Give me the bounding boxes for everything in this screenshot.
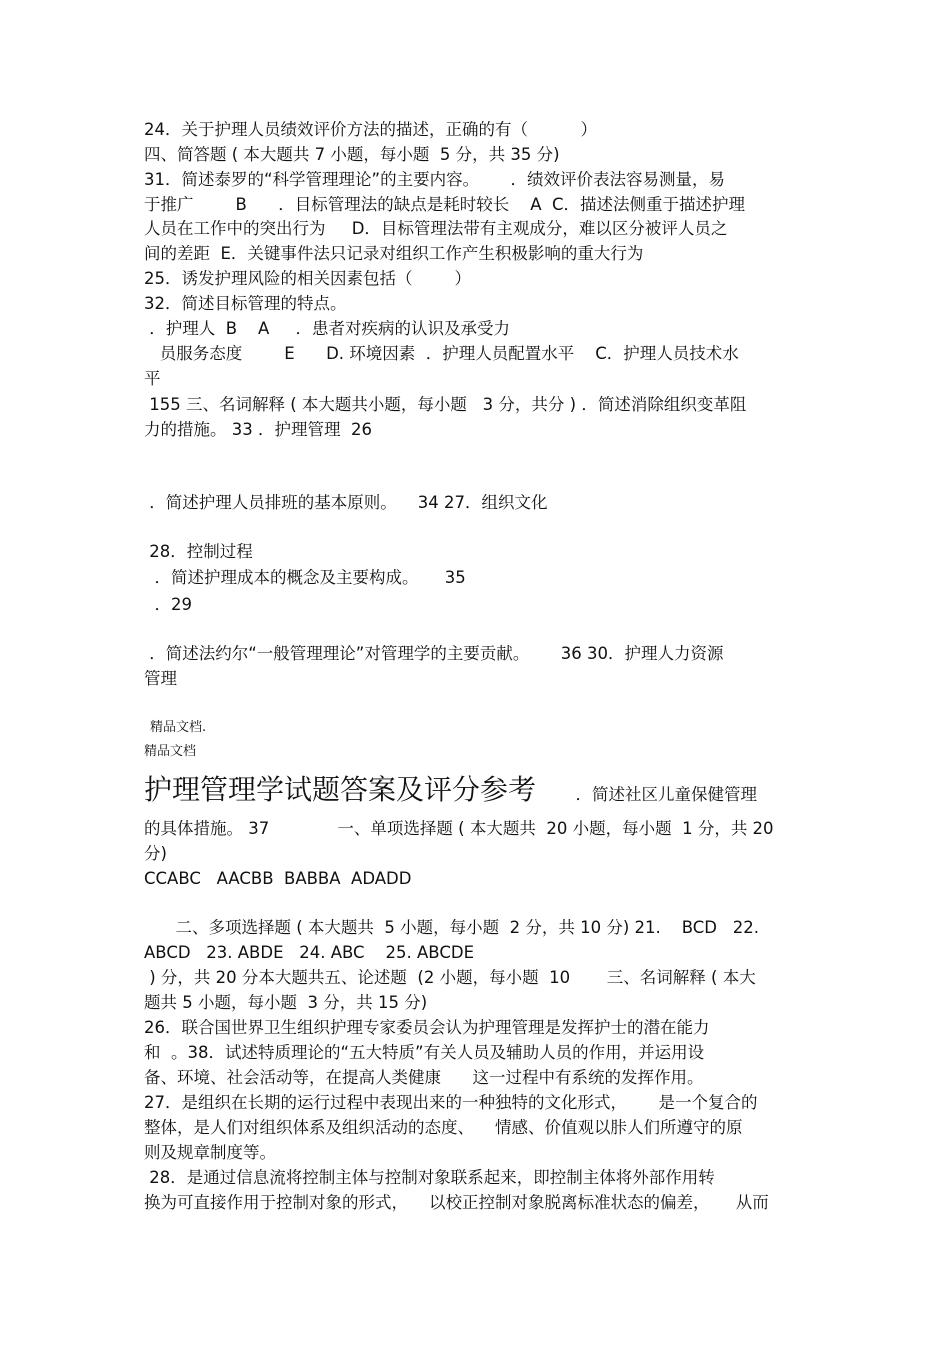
text-line: 四、简答题 ( 本大题共 7 小题，每小题 5 分，共 35 分): [144, 145, 560, 164]
answer-key-single: CCABC AACBB BABBA ADADD: [144, 869, 412, 888]
text-line: ) 分，共 20 分本大题共五、论述题 (2 小题，每小题 10 三、名词解释 ( 本大: [144, 968, 756, 987]
text-line: ．简述护理成本的概念及主要构成。 35: [144, 568, 466, 587]
text-line: 二、多项选择题 ( 本大题共 5 小题，每小题 2 分，共 10 分) 21. BCD 22.: [144, 918, 759, 937]
text-line: 26．联合国世界卫生组织护理专家委员会认为护理管理是发挥护士的潜在能力: [144, 1018, 710, 1037]
text-line: 题共 5 小题，每小题 3 分，共 15 分): [144, 993, 428, 1012]
text-line: 25．诱发护理风险的相关因素包括（ ）: [144, 269, 471, 288]
text-line: ．护理人 B A ．患者对疾病的认识及承受力: [144, 319, 511, 338]
text-line: 管理: [144, 669, 177, 688]
answer-key-multi: ABCD 23. ABDE 24. ABC 25. ABCDE: [144, 943, 474, 962]
text-line: 分): [144, 844, 167, 863]
text-line: 于推广 B ．目标管理法的缺点是耗时较长 A C．描述法侧重于描述护理: [144, 195, 746, 214]
text-line: 28．是通过信息流将控制主体与控制对象联系起来，即控制主体将外部作用转: [144, 1168, 715, 1187]
text-line: ．29: [144, 595, 192, 614]
text-line: 155 三、名词解释 ( 本大题共小题，每小题 3 分，共分 ) ．简述消除组织变革阻: [144, 395, 747, 414]
text-line: 备、环境、社会活动等，在提高人类健康 这一过程中有系统的发挥作用。: [144, 1068, 704, 1087]
answer-title: 护理管理学试题答案及评分参考: [144, 773, 537, 806]
text-line: 整体，是人们对组织体系及组织活动的态度、 情感、价值观以胩人们所遵守的原: [144, 1118, 743, 1137]
text-line: 人员在工作中的突出行为 D．目标管理法带有主观成分，难以区分被评人员之: [144, 219, 728, 238]
text-line: ．简述社区儿童保健管理: [544, 785, 757, 804]
text-line: 24．关于护理人员绩效评价方法的描述，正确的有（ ）: [144, 120, 597, 139]
text-line: 员服务态度 E D. 环境因素 ．护理人员配置水平 C．护理人员技术水: [144, 344, 739, 363]
text-line: 和 。38．试述特质理论的“五大特质”有关人员及辅助人员的作用，并运用设: [144, 1043, 705, 1062]
text-line: ．简述护理人员排班的基本原则。 34 27．组织文化: [144, 493, 548, 512]
text-line: 换为可直接作用于控制对象的形式， 以校正控制对象脱离标准状态的偏差， 从而: [144, 1193, 769, 1212]
text-line: 27．是组织在长期的运行过程中表现出来的一种独特的文化形式， 是一个复合的: [144, 1093, 758, 1112]
text-line: 28．控制过程: [144, 542, 253, 561]
footer-note: 精品文档.: [150, 720, 207, 735]
text-line: 平: [144, 369, 161, 388]
text-line: ．简述法约尔“一般管理理论”对管理学的主要贡献。 36 30．护理人力资源: [144, 644, 724, 663]
header-note: 精品文档: [144, 744, 197, 759]
text-line: 则及规章制度等。: [144, 1143, 276, 1162]
text-line: 31．简述泰罗的“科学管理理论”的主要内容。 ．绩效评价表法容易测量，易: [144, 170, 726, 189]
text-line: 32．简述目标管理的特点。: [144, 294, 347, 313]
text-line: 力的措施。 33 ．护理管理 26: [144, 420, 372, 439]
text-line: 的具体措施。 37 一、单项选择题 ( 本大题共 20 小题，每小题 1 分，共 20: [144, 819, 774, 838]
text-line: 间的差距 E．关键事件法只记录对组织工作产生积极影响的重大行为: [144, 244, 644, 263]
